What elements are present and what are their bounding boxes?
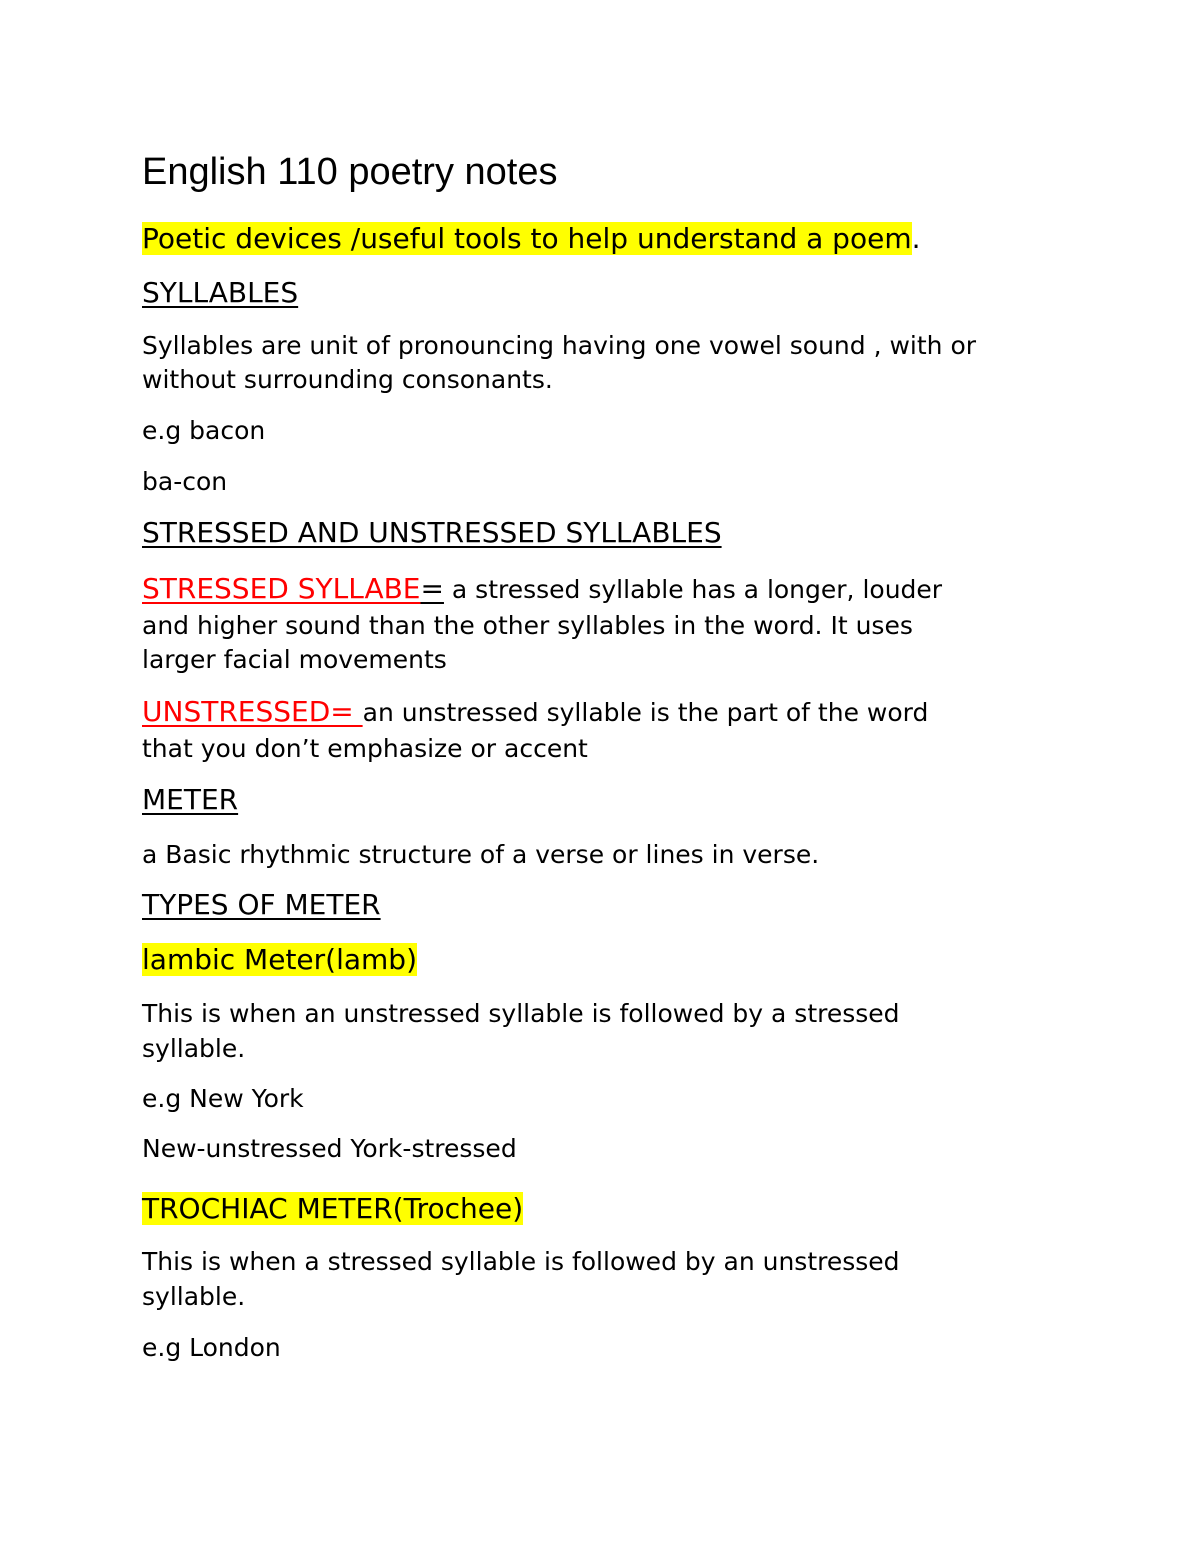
heading-meter: METER — [142, 783, 239, 816]
stressed-line3: larger facial movements — [142, 645, 447, 674]
trochaic-heading: TROCHIAC METER(Trochee) — [142, 1192, 524, 1225]
syllables-def-line1: Syllables are unit of pronouncing having one vowel sound , with or — [142, 331, 977, 360]
unstressed-line2: that you don’t emphasize or accent — [142, 734, 588, 763]
iambic-split: New-unstressed York-stressed — [142, 1134, 517, 1163]
unstressed-line1 — [142, 695, 928, 730]
stressed-def-part1: a stressed syllable has a longer, louder — [443, 575, 943, 604]
syllables-split: ba-con — [142, 467, 228, 496]
trochaic-def-line2: syllable. — [142, 1282, 246, 1311]
stressed-line1 — [142, 572, 942, 607]
iambic-heading-line — [142, 943, 417, 977]
meter-definition: a Basic rhythmic structure of a verse or lines in verse. — [142, 840, 820, 869]
stressed-line2: and higher sound than the other syllables in the word. It uses — [142, 611, 913, 640]
intro-line — [142, 221, 921, 257]
iambic-heading: lambic Meter(lamb) — [142, 943, 417, 976]
iambic-def-line2: syllable. — [142, 1034, 246, 1063]
heading-syllables: SYLLABLES — [142, 276, 299, 309]
iambic-def-line1: This is when an unstressed syllable is followed by a stressed — [142, 999, 900, 1028]
stressed-equals: = — [420, 572, 444, 605]
trochaic-heading-line — [142, 1192, 523, 1226]
intro-highlight: Poetic devices /useful tools to help understand a poem — [142, 222, 912, 255]
trochaic-def-line1: This is when a stressed syllable is followed by an unstressed — [142, 1247, 900, 1276]
intro-punct: . — [911, 222, 921, 255]
unstressed-def-part1: an unstressed syllable is the part of the word — [362, 698, 929, 727]
iambic-example: e.g New York — [142, 1084, 304, 1113]
syllables-def-line2: without surrounding consonants. — [142, 365, 553, 394]
unstressed-term: UNSTRESSED= — [142, 695, 363, 728]
trochaic-example: e.g London — [142, 1333, 281, 1362]
syllables-example: e.g bacon — [142, 416, 266, 445]
stressed-term: STRESSED SYLLABE — [142, 572, 421, 605]
heading-stressed-unstressed: STRESSED AND UNSTRESSED SYLLABLES — [142, 516, 722, 549]
heading-types-of-meter: TYPES OF METER — [142, 888, 381, 921]
page-title: English 110 poetry notes — [142, 151, 558, 193]
